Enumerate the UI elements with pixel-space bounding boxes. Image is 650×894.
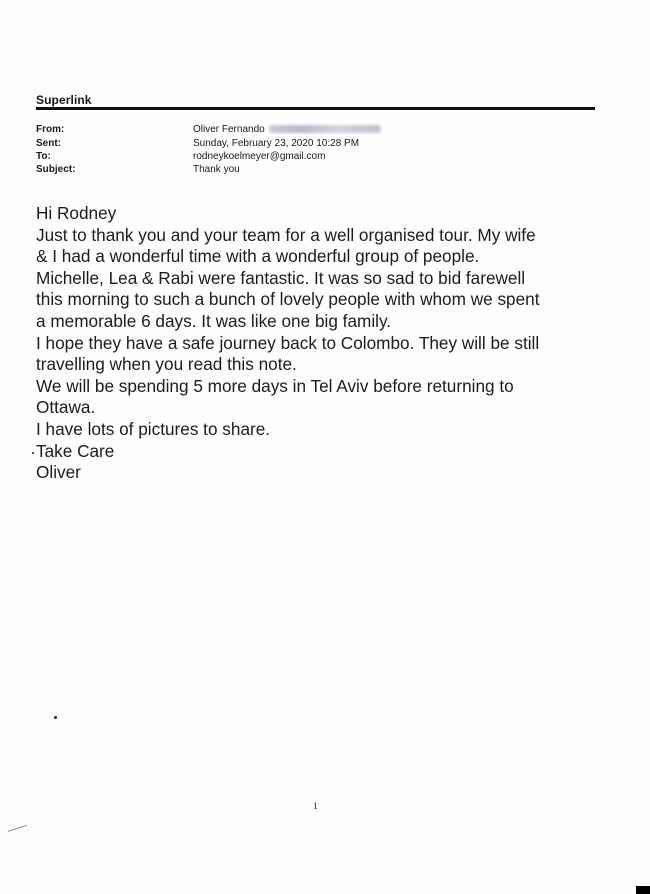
to-value: rodneykoelmeyer@gmail.com <box>193 151 326 162</box>
from-label: From: <box>36 124 65 135</box>
subject-value: Thank you <box>193 164 240 175</box>
body-line-greeting: Hi Rodney <box>36 203 117 223</box>
from-value: Oliver Fernando <box>193 124 265 135</box>
body-line-signature: Oliver <box>36 462 81 483</box>
body-line-closing: Take Care <box>36 440 115 461</box>
body-line: & I had a wonderful time with a wonderful group of people. <box>36 246 480 267</box>
sent-value: Sunday, February 23, 2020 10:28 PM <box>193 138 360 149</box>
body-line: I have lots of pictures to share. <box>36 418 271 439</box>
body-line: Ottawa. <box>36 397 96 418</box>
header-divider <box>36 107 595 110</box>
to-label: To: <box>36 151 51 162</box>
body-line: We will be spending 5 more days in Tel Aviv before returning to <box>36 375 514 396</box>
body-line: this morning to such a bunch of lovely people with whom we spent <box>36 289 540 310</box>
scan-corner-mark <box>636 886 650 894</box>
body-line: travelling when you read this note. <box>36 354 297 375</box>
from-value-wrapper <box>193 123 381 137</box>
page-number: 1 <box>313 801 318 811</box>
redacted-email-address <box>269 125 381 133</box>
body-line: Michelle, Lea & Rabi were fantastic. It was so sad to bid farewell <box>36 267 526 288</box>
body-line: I hope they have a safe journey back to Colombo. They will be still <box>36 332 540 353</box>
subject-label: Subject: <box>36 164 76 175</box>
body-line: a memorable 6 days. It was like one big family. <box>36 310 392 331</box>
scan-speck <box>54 716 57 719</box>
organization-name: Superlink <box>36 93 92 107</box>
scan-scratch-mark <box>5 815 27 832</box>
body-line: Just to thank you and your team for a well organised tour. My wife <box>36 224 536 245</box>
sent-label: Sent: <box>36 138 61 149</box>
scan-speck <box>32 452 34 454</box>
email-body <box>36 203 596 484</box>
